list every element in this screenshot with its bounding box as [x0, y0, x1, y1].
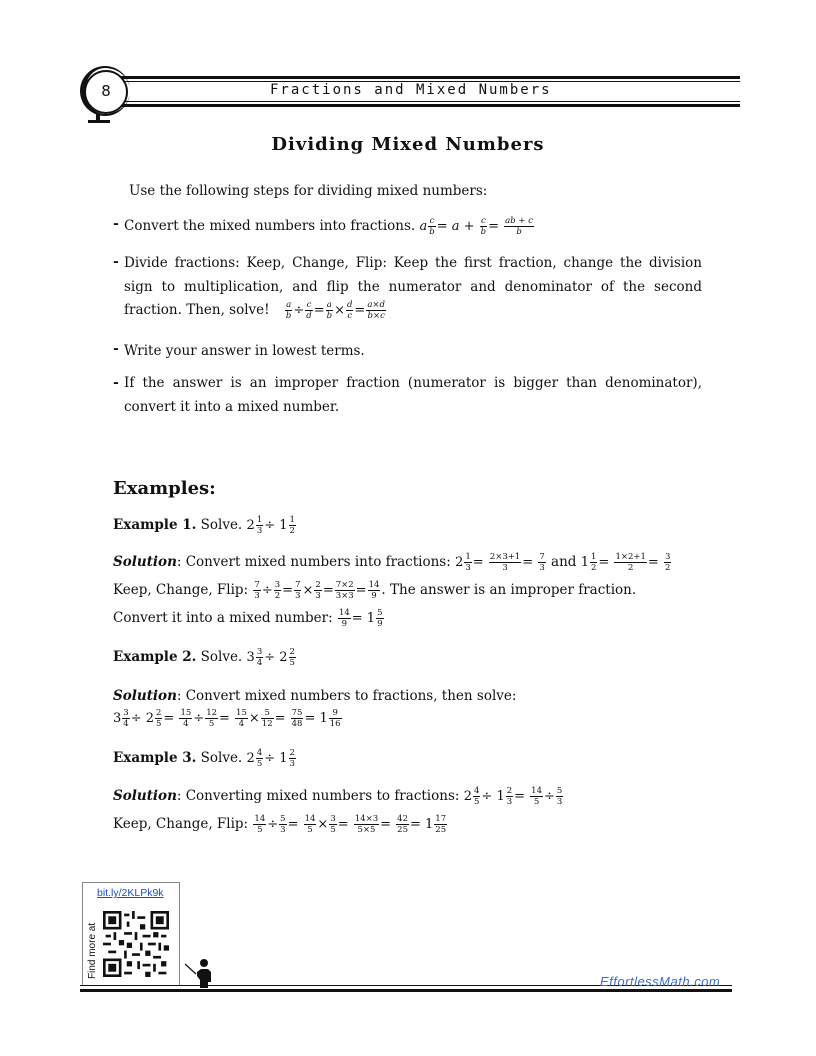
example-2-label: Example 2. [113, 649, 197, 665]
qr-panel [82, 882, 180, 986]
example-3-kcf: $\frac{14}{5}$ ÷ $\frac{5}{3}$ = $\frac{14}{5}$ × $\frac{3}{5}$ = $\frac{14\times 3}{5\times 5}$ = $\frac{42}{25}$ = 1 $\frac{17}{25}$ [254, 814, 447, 835]
formula-mixed-to-fraction: a $\frac{c}{b}$ = a + $\frac{c}{b}$ = $\frac{ab + c}{b}$ [419, 216, 533, 237]
example-2-prompt: Solve. [200, 649, 243, 665]
example-1-prompt: Solve. [200, 517, 243, 533]
example-1-kcf: $\frac{7}{3}$ ÷ $\frac{3}{2}$ = $\frac{7}{3}$ × $\frac{2}{3}$ = $\frac{7\times 2}{3\times 3}$ = $\frac{14}{9}$ [254, 580, 380, 601]
example-1 [113, 515, 297, 536]
convert-text: Convert it into a mixed number: [113, 610, 333, 626]
chapter-title: Fractions and Mixed Numbers [270, 82, 552, 98]
teacher-icon [184, 958, 218, 988]
bullet-dash: - [113, 216, 119, 232]
example-3-label: Example 3. [113, 750, 197, 766]
example-3-problem: 2 $\frac{4}{5}$ ÷ 1 $\frac{2}{3}$ [246, 748, 295, 769]
improper-text: . The answer is an improper fraction. [381, 582, 637, 598]
solution-text: : Converting mixed numbers to fractions: [176, 788, 460, 804]
globe-base [88, 120, 110, 123]
example-3-line-2 [113, 814, 448, 835]
intro-text: Use the following steps for dividing mixed numbers: [129, 183, 488, 199]
step-1-text: Convert the mixed numbers into fractions. [124, 218, 416, 234]
solution-text: : Convert mixed numbers to fractions, then solve: [176, 688, 517, 704]
solution-label: Solution [113, 554, 177, 570]
bullet-dash: - [113, 375, 119, 391]
example-1-conversion: 2 $\frac{1}{3}$ = $\frac{2\times 3+1}{3}$ = $\frac{7}{3}$ [455, 552, 545, 573]
example-2-solution [113, 686, 516, 706]
header-rule-bottom [120, 104, 740, 107]
bullet-dash: - [113, 254, 119, 270]
section-title: Dividing Mixed Numbers [271, 134, 545, 155]
example-3-prompt: Solve. [200, 750, 243, 766]
solution-text: : Convert mixed numbers into fractions: [176, 554, 451, 570]
example-1-conversion-2: 1 $\frac{1}{2}$ = $\frac{1\times 2+1}{2}$ = $\frac{3}{2}$ [580, 552, 671, 573]
page-number: 8 [84, 70, 128, 114]
site-link[interactable]: EffortlessMath.com [600, 974, 721, 989]
qr-link[interactable]: bit.ly/2KLPk9k [97, 887, 164, 899]
step-3: Write your answer in lowest terms. [124, 343, 365, 359]
qr-caption: Find more at [87, 922, 98, 979]
example-1-answer: $\frac{14}{9}$ = 1 $\frac{5}{9}$ [338, 608, 383, 629]
step-4: If the answer is an improper fraction (numerator is bigger than denominator), convert it into a mixed number. [124, 375, 702, 415]
examples-heading: Examples: [113, 478, 216, 499]
step-1 [124, 216, 535, 237]
formula-keep-change-flip: $\frac{a}{b}$ ÷ $\frac{c}{d}$ = $\frac{a}{b}$ × $\frac{d}{c}$ = $\frac{a\times d}{b\times c}$ [285, 300, 385, 321]
step-2-text: Divide fractions: Keep, Change, Flip: Keep the first fraction, change the division sign to multiplication, and flip the numerator and denominator of the second fraction. Then, solve! [124, 255, 702, 318]
example-1-solution [113, 552, 672, 573]
example-1-problem: 2 $\frac{1}{3}$ ÷ 1 $\frac{1}{2}$ [246, 515, 295, 536]
example-3 [113, 748, 297, 769]
example-1-line-3 [113, 608, 385, 629]
example-2-work [113, 708, 343, 729]
header-rule-top [120, 76, 740, 79]
solution-label: Solution [113, 688, 177, 704]
example-1-line-2 [113, 580, 636, 601]
example-3-solution [113, 786, 564, 807]
example-1-label: Example 1. [113, 517, 197, 533]
qr-code-icon[interactable] [103, 911, 169, 977]
and-text: and [551, 554, 577, 570]
example-2-problem: 3 $\frac{3}{4}$ ÷ 2 $\frac{2}{5}$ [246, 647, 295, 668]
step-2 [124, 252, 702, 324]
keep-change-flip-text: Keep, Change, Flip: [113, 582, 249, 598]
bullet-dash: - [113, 341, 119, 357]
solution-label: Solution [113, 788, 177, 804]
example-2-equation: 3 $\frac{3}{4}$ ÷ 2 $\frac{2}{5}$ = $\frac{15}{4}$ ÷ $\frac{12}{5}$ = $\frac{15}{4}$ × $\frac{5}{12}$ = $\frac{75}{48}$ = 1 $\frac{9}{16}$ [113, 708, 341, 729]
keep-change-flip-text: Keep, Change, Flip: [113, 816, 249, 832]
example-3-conversion: 2 $\frac{4}{5}$ ÷ 1 $\frac{2}{3}$ = $\frac{14}{5}$ ÷ $\frac{5}{3}$ [463, 786, 563, 807]
example-2 [113, 647, 297, 668]
header-rule-bottom-thin [120, 101, 740, 102]
footer-rule [80, 989, 732, 992]
page-header [80, 66, 740, 126]
